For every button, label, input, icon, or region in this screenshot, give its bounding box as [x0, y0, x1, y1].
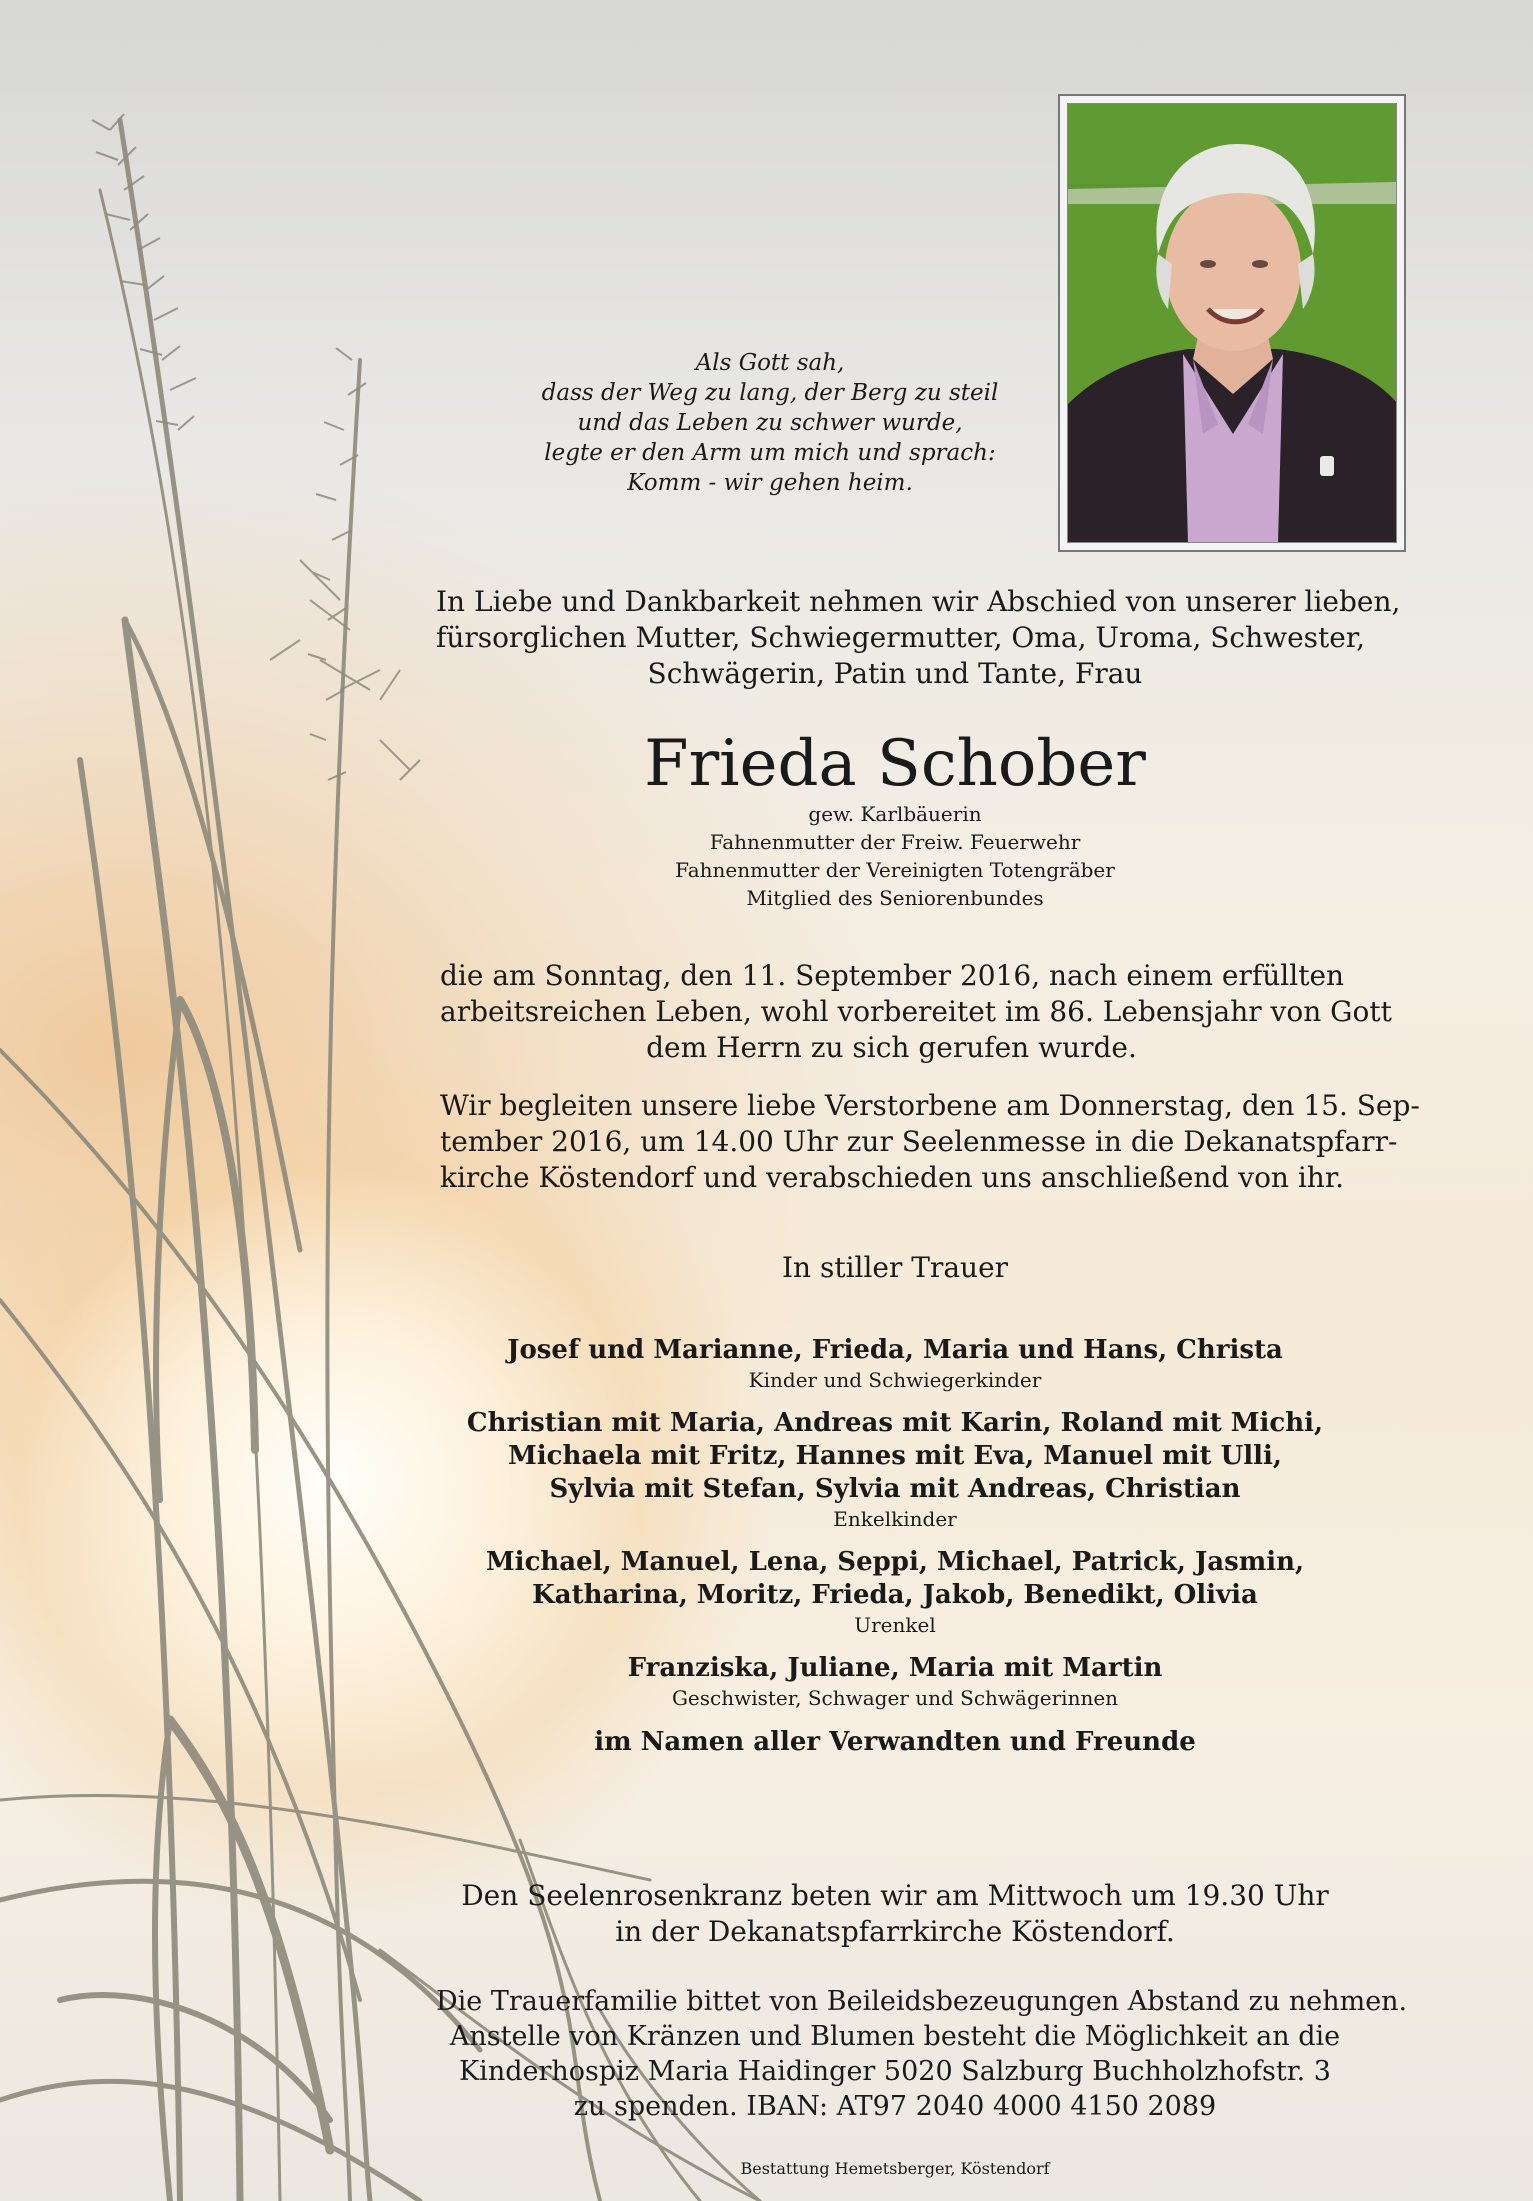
quote-line: dass der Weg zu lang, der Berg zu steil	[541, 380, 999, 406]
rosary-line: Den Seelenrosenkranz beten wir am Mittwoch um 19.30 Uhr	[461, 1879, 1329, 1912]
family-names: Michael, Manuel, Lena, Seppi, Michael, Patrick, Jasmin,	[485, 1547, 1305, 1577]
title-line: Fahnenmutter der Freiw. Feuerwehr	[709, 830, 1081, 854]
family-names: Christian mit Maria, Andreas mit Karin, Roland mit Michi,	[466, 1408, 1324, 1438]
family-names: Katharina, Moritz, Frieda, Jakob, Benedikt, Olivia	[532, 1580, 1258, 1610]
poem-quote	[470, 348, 1070, 498]
family-group-grandchildren	[436, 1407, 1354, 1532]
death-notice-paragraph	[440, 958, 1392, 1066]
family-group-siblings	[436, 1652, 1354, 1711]
mourning-heading: In stiller Trauer	[781, 1251, 1009, 1284]
closing-line: Die Trauerfamilie bittet von Beileidsbezeugungen Abstand zu nehmen.	[436, 1986, 1408, 2017]
paragraph-line: kirche Köstendorf und verabschieden uns anschließend von ihr.	[440, 1161, 1345, 1194]
title-line: Fahnenmutter der Vereinigten Totengräber	[675, 858, 1115, 882]
family-group-great-grandchildren	[436, 1546, 1354, 1638]
intro-line: In Liebe und Dankbarkeit nehmen wir Abschied von unserer lieben,	[436, 585, 1401, 618]
portrait-photo	[1068, 104, 1396, 542]
family-role: Urenkel	[854, 1613, 936, 1637]
closing-line: Kinderhospiz Maria Haidinger 5020 Salzburg Buchholzhofstr. 3	[459, 2056, 1331, 2087]
family-role: Kinder und Schwiegerkinder	[748, 1368, 1042, 1392]
undertaker-credit: Bestattung Hemetsberger, Köstendorf	[740, 2159, 1050, 2178]
family-names: Josef und Marianne, Frieda, Maria und Hans, Christa	[507, 1335, 1283, 1365]
quote-line: legte er den Arm um mich und sprach:	[544, 440, 996, 466]
quote-line: und das Leben zu schwer wurde,	[577, 410, 963, 436]
quote-line: Als Gott sah,	[695, 350, 845, 376]
title-line: Mitglied des Seniorenbundes	[746, 886, 1044, 910]
paragraph-line: tember 2016, um 14.00 Uhr zur Seelenmesse in die Dekanatspfarr-	[440, 1125, 1398, 1158]
paragraph-line: arbeitsreichen Leben, wohl vorbereitet im 86. Lebensjahr von Gott	[440, 995, 1392, 1028]
family-role: Enkelkinder	[833, 1507, 957, 1531]
intro-text	[436, 584, 1401, 692]
portrait-frame	[1058, 94, 1406, 552]
on-behalf-line: im Namen aller Verwandten und Freunde	[594, 1727, 1196, 1757]
funeral-paragraph	[440, 1088, 1420, 1196]
paragraph-line: dem Herrn zu sich gerufen wurde.	[646, 1031, 1137, 1064]
paragraph-line: die am Sonntag, den 11. September 2016, nach einem erfüllten	[440, 959, 1345, 992]
family-names: Sylvia mit Stefan, Sylvia mit Andreas, Christian	[549, 1474, 1241, 1504]
family-names: Michaela mit Fritz, Hannes mit Eva, Manuel mit Ulli,	[508, 1441, 1282, 1471]
quote-line: Komm - wir gehen heim.	[627, 470, 913, 496]
family-role: Geschwister, Schwager und Schwägerinnen	[671, 1686, 1119, 1710]
closing-notice	[436, 1984, 1408, 2124]
paragraph-line: Wir begleiten unsere liebe Verstorbene am Donnerstag, den 15. Sep-	[440, 1089, 1420, 1122]
family-list	[436, 1334, 1354, 1759]
rosary-notice	[436, 1878, 1354, 1950]
intro-line: Schwägerin, Patin und Tante, Frau	[647, 657, 1143, 690]
deceased-name: Frieda Schober	[644, 727, 1146, 801]
family-names: Franziska, Juliane, Maria mit Martin	[627, 1653, 1163, 1683]
title-line: gew. Karlbäuerin	[808, 802, 982, 826]
deceased-titles	[436, 800, 1354, 912]
closing-line: zu spenden. IBAN: AT97 2040 4000 4150 2089	[573, 2091, 1217, 2122]
family-group-children	[436, 1334, 1354, 1393]
closing-line: Anstelle von Kränzen und Blumen besteht die Möglichkeit an die	[449, 2021, 1341, 2052]
intro-line: fürsorglichen Mutter, Schwiegermutter, Oma, Uroma, Schwester,	[436, 621, 1366, 654]
rosary-line: in der Dekanatspfarrkirche Köstendorf.	[615, 1915, 1175, 1948]
